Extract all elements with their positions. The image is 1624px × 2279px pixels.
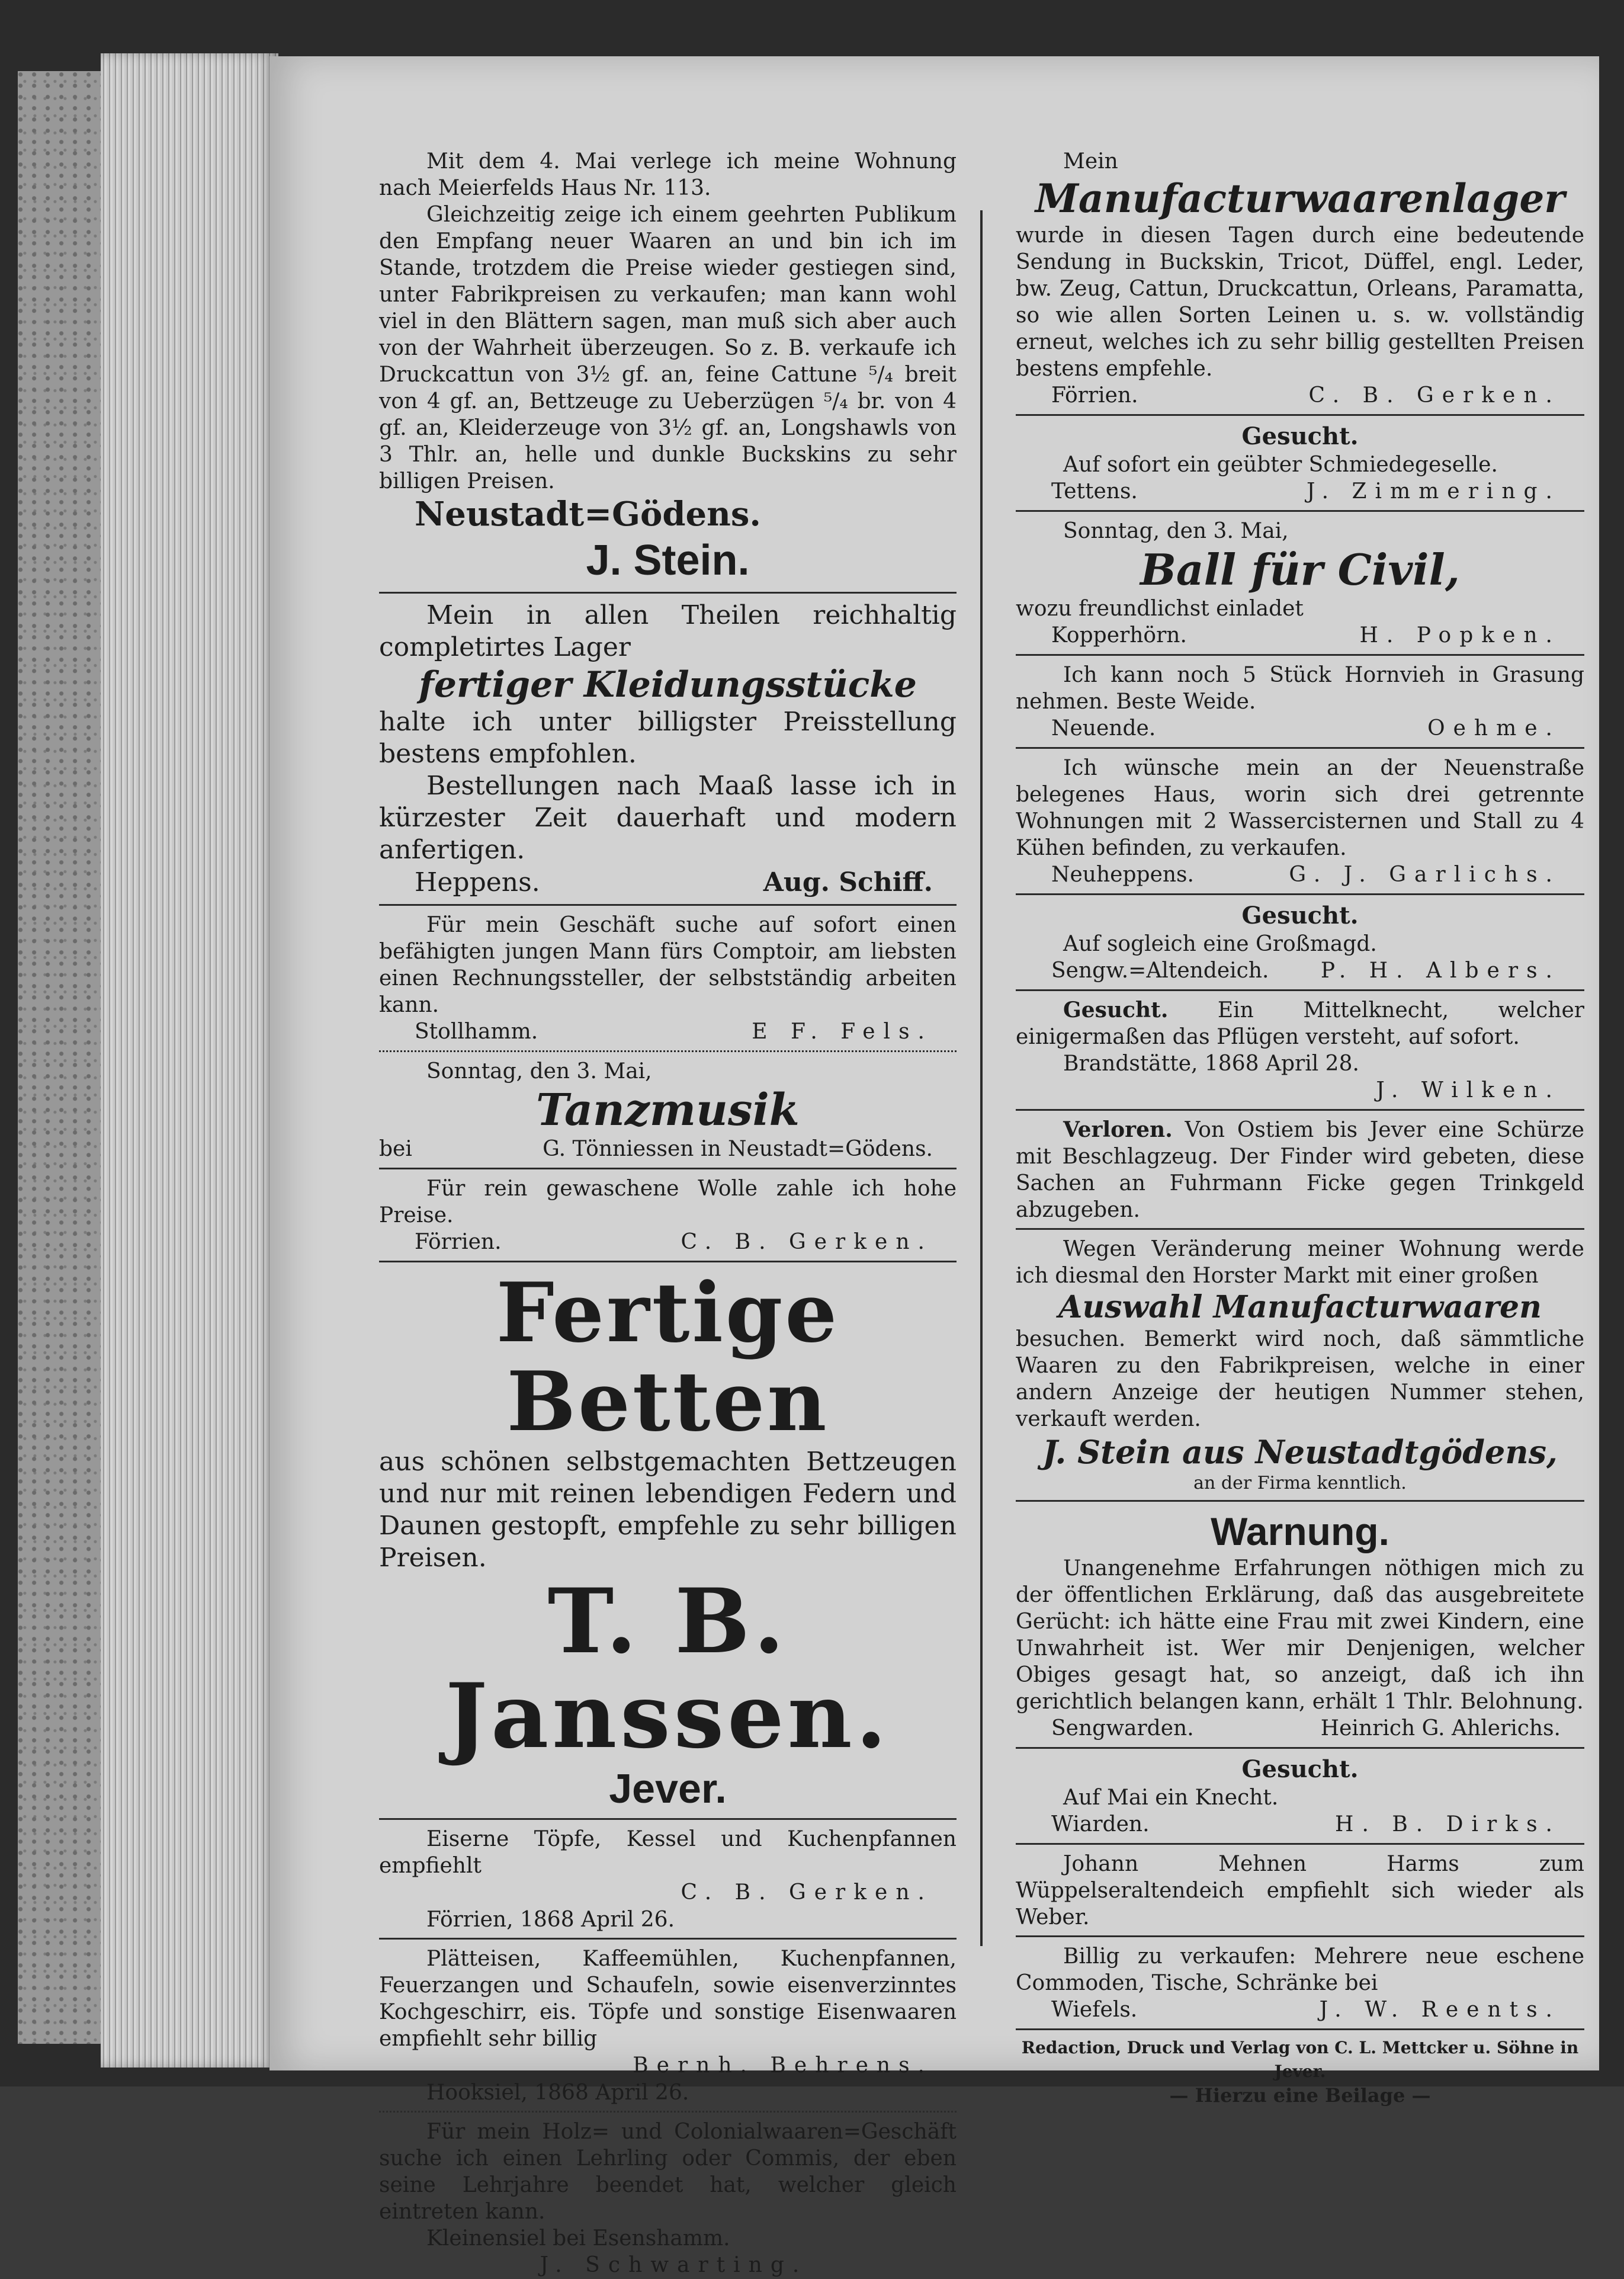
ad-text: halte ich unter billigster Preisstellung bestens empfohlen. [379, 707, 957, 769]
separator-rule [1016, 893, 1584, 895]
ad-commoden [1016, 1943, 1584, 2024]
right-column [1016, 148, 1584, 2107]
separator-rule [379, 1050, 957, 1052]
separator-rule [1016, 654, 1584, 656]
ad-place: Neuende. [1051, 716, 1156, 741]
ad-place: Heppens. [415, 867, 540, 898]
ad-signature-row [379, 866, 957, 899]
ad-signature-row [379, 2252, 957, 2279]
ad-lead: Gesucht. [1063, 998, 1169, 1022]
ad-signature: J. W. Reents. [1319, 1998, 1561, 2022]
ad-heading: Warnung. [1211, 1509, 1389, 1553]
ad-place: Kopperhörn. [1051, 623, 1187, 648]
ad-place: Neuheppens. [1051, 863, 1194, 887]
ad-heading: Gesucht. [1241, 1755, 1359, 1783]
ad-place: Wiefels. [1051, 1998, 1138, 2022]
separator-rule [379, 2111, 957, 2113]
ad-text: Für rein gewaschene Wolle zahle ich hohe Preise. [379, 1177, 957, 1227]
ad-toepfe [379, 1826, 957, 1933]
ad-signature: J. Zimmering. [1306, 479, 1561, 504]
ad-text: Von Ostiem bis Jever eine Schürze mit Beschlagzeug. Der Finder wird gebeten, diese Sachen an Fuhrmann Ficke gegen Trinkgeld abzugeben. [1016, 1118, 1584, 1222]
ad-signature: J. Wilken. [1376, 1078, 1561, 1102]
separator-rule [1016, 989, 1584, 991]
ad-verloren [1016, 1117, 1584, 1223]
ad-text: wurde in diesen Tagen durch eine bedeutende Sendung in Buckskin, Tricot, Düffel, engl. Leder, bw. Zeug, Cattun, Druckcattun, Orleans, Paramatta, so wie allen Sorten Leinen u. s. w. vollständig erneut, welches ich zu sehr billig gestellten Preisen bestens empfehle. [1016, 223, 1584, 381]
separator-rule [1016, 414, 1584, 416]
ad-warnung [1016, 1508, 1584, 1742]
ad-signature: G. J. Garlichs. [1289, 863, 1561, 887]
ad-signature: Bernh. Behrens. [633, 2053, 933, 2078]
ad-signature-row [379, 1879, 957, 1906]
ad-text: Auf Mai ein Knecht. [1063, 1786, 1279, 1810]
ad-signature: C. B. Gerken. [681, 1880, 933, 1905]
ad-mittelknecht [1016, 997, 1584, 1104]
ad-signature-row [1016, 715, 1584, 742]
ad-place: Förrien. [1051, 383, 1138, 408]
ad-tanzmusik [379, 1058, 957, 1163]
ad-text: Mit dem 4. Mai verlege ich meine Wohnung nach Meierfelds Haus Nr. 113. [379, 149, 957, 200]
separator-rule [379, 1261, 957, 1262]
ad-horster-markt [1016, 1236, 1584, 1495]
separator-rule [1016, 1109, 1584, 1111]
ad-signature-row [1016, 1811, 1584, 1838]
ad-signature: G. Tönniessen in Neustadt=Gödens. [543, 1137, 933, 1161]
separator-rule [1016, 1747, 1584, 1749]
ad-text: Ich wünsche mein an der Neuenstraße belegenes Haus, worin sich drei getrennte Wohnungen mit 2 Wassercisternen und Stall zu 4 Kühen befinden, zu verkaufen. [1016, 756, 1584, 860]
ad-signature: E F. Fels. [752, 1020, 933, 1044]
ad-text-row [1016, 997, 1584, 1050]
ad-kleidungsstuecke [379, 600, 957, 899]
ad-betten [379, 1264, 957, 1813]
page-stack-edge [101, 53, 278, 2068]
ad-place: Förrien. [415, 1230, 502, 1254]
separator-rule [379, 1168, 957, 1169]
ad-signature-row [1016, 1077, 1584, 1104]
ad-signature: C. B. Gerken. [681, 1230, 933, 1254]
supplement-note: — Hierzu eine Beilage — [1169, 2084, 1431, 2107]
column-divider [980, 210, 983, 1946]
ad-signature: Aug. Schiff. [763, 867, 933, 898]
separator-rule [379, 904, 957, 906]
ad-schmiedegeselle [1016, 422, 1584, 505]
ad-manufacturwaarenlager [1016, 148, 1584, 409]
ad-signature-row [1016, 1715, 1584, 1742]
separator-rule [1016, 1500, 1584, 1502]
ad-text: Bestellungen nach Maaß lasse ich in kürzester Zeit dauerhaft und modern anfertigen. [379, 771, 957, 865]
separator-rule [1016, 1228, 1584, 1230]
ad-signature: J. Stein aus Neustadtgödens, [1042, 1433, 1558, 1471]
ad-text: Billig zu verkaufen: Mehrere neue eschene Commoden, Tische, Schränke bei [1016, 1944, 1584, 1995]
ad-heading: Gesucht. [1241, 902, 1359, 929]
ad-prefix: bei [379, 1137, 412, 1161]
ad-lead: Verloren. [1063, 1117, 1173, 1142]
ad-date: Förrien, 1868 April 26. [426, 1908, 675, 1932]
ad-text: Ich kann noch 5 Stück Hornvieh in Grasung nehmen. Beste Weide. [1016, 663, 1584, 714]
ad-text: Gleichzeitig zeige ich einem geehrten Publikum den Empfang neuer Waaren an und bin ich im Stande, trotzdem die Preise wieder gestiegen sind, unter Fabrikpreisen zu verkaufen; man kann wohl viel in den Blättern sagen, man muß sich aber auch von der Wahrheit überzeugen. So z. B. verkaufe ich Druckcattun von 3½ gf. an, feine Cattune ⁵/₄ breit von 4 gf. an, Bettzeuge zu Ueberzügen ⁵/₄ br. von 4 gf. an, Kleiderzeuge von 3½ gf. an, Longshawls von 3 Thlr. an, helle und dunkle Buckskins zu sehr billigen Preisen. [379, 203, 957, 493]
ad-text: Für mein Geschäft suche auf sofort einen befähigten jungen Mann fürs Comptoir, am liebsten einen Rechnungssteller, der selbstständig arbeiten kann. [379, 913, 957, 1017]
ad-text: besuchen. Bemerkt wird noch, daß sämmtliche Waaren zu den Fabrikpreisen, welche in einer andern Anzeige der heutigen Nummer stehen, verkauft werden. [1016, 1327, 1584, 1431]
ad-text: Eiserne Töpfe, Kessel und Kuchenpfannen empfiehlt [379, 1827, 957, 1878]
left-column [379, 148, 957, 2279]
separator-rule [1016, 510, 1584, 512]
separator-rule [1016, 2028, 1584, 2030]
ad-heading: Gesucht. [1241, 422, 1359, 450]
imprint: Redaction, Druck und Verlag von C. L. Mettcker u. Söhne in Jever. [1021, 2038, 1579, 2081]
ad-signature: H. B. Dirks. [1335, 1812, 1561, 1836]
ad-place: Tettens. [1051, 479, 1138, 504]
ad-signature: T. B. Janssen. [445, 1569, 890, 1768]
separator-rule [379, 1818, 957, 1820]
ad-date: Sonntag, den 3. Mai, [1063, 519, 1289, 543]
ad-haus [1016, 755, 1584, 889]
separator-rule [1016, 1935, 1584, 1937]
ad-text: Wegen Veränderung meiner Wohnung werde ich diesmal den Horster Markt mit einer großen [1016, 1237, 1584, 1288]
ad-pre: Mein [1063, 149, 1118, 174]
ad-text: Unangenehme Erfahrungen nöthigen mich zu der öffentlichen Erklärung, daß das ausgebreitete Gerücht: ich hätte eine Frau mit zwei Kindern, eine Unwahrheit ist. Wer mir Denjenigen, welcher Obiges gesagt hat, so anzeigt, daß ich ihn gerichtlich belangen kann, erhält 1 Thlr. Belohnung. [1016, 1556, 1584, 1714]
ad-date: Hooksiel, 1868 April 26. [426, 2081, 689, 2105]
ad-signature: Heinrich G. Ahlerichs. [1320, 1716, 1561, 1740]
ad-lehrling [379, 2118, 957, 2279]
ad-signature-row [1016, 861, 1584, 889]
ad-heading: Manufacturwaarenlager [1035, 175, 1565, 222]
ad-text: Johann Mehnen Harms zum Wüppelseraltendeich empfiehlt sich wieder als Weber. [1016, 1852, 1584, 1929]
ad-heading: Fertige Betten [496, 1264, 840, 1450]
ad-signature: P. H. Albers. [1320, 959, 1561, 983]
ad-date: Brandstätte, 1868 April 28. [1063, 1052, 1359, 1076]
ad-place: Kleinensiel bei Esenshamm. [426, 2226, 730, 2251]
separator-rule [1016, 1843, 1584, 1845]
ad-date: Sonntag, den 3. Mai, [426, 1059, 652, 1084]
ad-signature-row [379, 1018, 957, 1046]
ad-signature-row [379, 1229, 957, 1256]
ad-place: Jever. [609, 1765, 727, 1812]
ad-grossmagd [1016, 901, 1584, 985]
ad-text: Auf sofort ein geübter Schmiedegeselle. [1063, 453, 1498, 477]
ad-text-row [1016, 1117, 1584, 1223]
ad-note: an der Firma kenntlich. [1193, 1473, 1407, 1493]
ad-place: Neustadt=Gödens. [415, 495, 761, 534]
ad-text: Plätteisen, Kaffeemühlen, Kuchenpfannen, Feuerzangen und Schaufeln, sowie eisenverzinntes Kochgeschirr, eis. Töpfe und sonstige Eisenwaaren empfiehlt sehr billig [379, 1947, 957, 2051]
ad-ball [1016, 518, 1584, 649]
ad-place: Sengw.=Altendeich. [1051, 959, 1269, 983]
ad-text: Auf sogleich eine Großmagd. [1063, 932, 1377, 956]
separator-rule [1016, 747, 1584, 749]
ad-signature-row [1016, 622, 1584, 649]
ad-signature-row [1016, 478, 1584, 505]
marbled-book-edge [18, 71, 101, 2044]
ad-text: aus schönen selbstgemachten Bettzeugen und nur mit reinen lebendigen Federn und Daunen gestopft, empfehle zu sehr billigen Preisen. [379, 1447, 957, 1573]
ad-heading: Auswahl Manufacturwaaren [1058, 1289, 1542, 1325]
ad-heading: Tanzmusik [536, 1085, 800, 1136]
ad-knecht [1016, 1755, 1584, 1838]
ad-signature-row [379, 2052, 957, 2079]
ad-text: wozu freundlichst einladet [1016, 597, 1304, 621]
separator-rule [379, 1938, 957, 1940]
ad-signature: C. B. Gerken. [1308, 383, 1561, 408]
ad-place: Wiarden. [1051, 1812, 1150, 1836]
ad-hornvieh [1016, 662, 1584, 742]
ad-text: Mein in allen Theilen reichhaltig completirtes Lager [379, 600, 957, 662]
ad-eisenwaaren [379, 1945, 957, 2106]
separator-rule [379, 592, 957, 594]
ad-place: Stollhamm. [415, 1020, 538, 1044]
ad-signature-row [379, 1136, 957, 1163]
ad-signature-row [1016, 1996, 1584, 2024]
ad-signature-row [1016, 382, 1584, 409]
ad-weber [1016, 1851, 1584, 1931]
ad-text: Für mein Holz= und Colonialwaaren=Geschäft suche ich einen Lehrling oder Commis, der eben seine Lehrjahre beendet hat, welcher gleich eintreten kann. [379, 2120, 957, 2224]
ad-text: Ein Mittelknecht, welcher einigermaßen das Pflügen versteht, auf sofort. [1016, 998, 1584, 1049]
ad-signature: J. Stein. [586, 537, 750, 584]
ad-stein-wohnung [379, 148, 957, 587]
ad-signature: H. Popken. [1359, 623, 1561, 648]
ad-heading: Ball für Civil, [1140, 544, 1460, 595]
ad-comptoir [379, 912, 957, 1046]
ad-signature-row [1016, 957, 1584, 985]
ad-signature: Oehme. [1427, 716, 1561, 741]
ad-place: Sengwarden. [1051, 1716, 1194, 1740]
ad-wolle [379, 1175, 957, 1256]
ad-signature: J. Schwarting. [540, 2253, 808, 2277]
ad-heading: fertiger Kleidungsstücke [419, 664, 917, 706]
